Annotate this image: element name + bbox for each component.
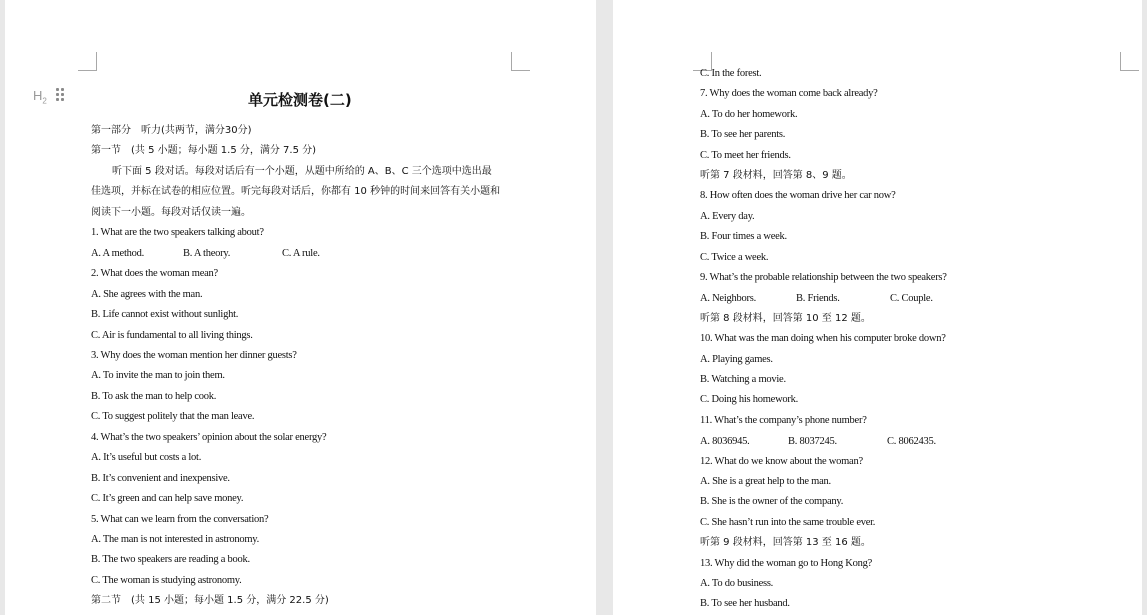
text-line: C. It’s green and can help save money. (91, 493, 244, 505)
option-b: B. 8037245. (788, 436, 837, 447)
text-line: A. To invite the man to join them. (91, 370, 225, 382)
text-line: 听下面 5 段对话。每段对话后有一个小题，从题中所给的 A、B、C 三个选项中选出最 (112, 165, 492, 177)
text-line: 第一节 (共 5 小题；每小题 1.5 分，满分 7.5 分) (91, 145, 317, 157)
text-line: B. To ask the man to help cook. (91, 390, 217, 402)
heading-level-marker[interactable] (33, 88, 67, 106)
option-b: B. A theory. (183, 248, 231, 259)
text-line: C. To meet her friends. (700, 149, 791, 161)
text-line: B. She is the owner of the company. (700, 496, 844, 508)
option-c: C. Couple. (890, 293, 933, 304)
text-line: A. The man is not interested in astronomy. (91, 534, 259, 545)
drag-handle-icon[interactable] (56, 88, 64, 104)
text-line: 1. What are the two speakers talking about? (91, 227, 264, 239)
text-line: A. To do her homework. (700, 108, 798, 120)
text-line: B. To see her husband. (700, 598, 790, 610)
text-line: A. To do business. (700, 578, 774, 589)
text-line: 7. Why does the woman come back already? (700, 88, 878, 100)
page-title: 单元检测卷(二) (248, 91, 352, 109)
text-line: 听第 9 段材料，回答第 13 至 16 题。 (700, 537, 871, 549)
text-line: 12. What do we know about the woman? (700, 455, 863, 467)
crop-mark (511, 52, 530, 71)
document-page-left (5, 0, 596, 615)
option-b: B. Friends. (796, 293, 840, 304)
text-line: 5. What can we learn from the conversation? (91, 513, 269, 525)
text-line: C. Twice a week. (700, 251, 769, 263)
text-line: 听第 7 段材料，回答第 8、9 题。 (700, 170, 852, 181)
text-line: C. In the forest. (700, 68, 762, 79)
crop-mark (1120, 52, 1139, 71)
text-line: 9. What’s the probable relationship between the two speakers? (700, 272, 947, 283)
text-line: C. Air is fundamental to all living things. (91, 329, 253, 341)
text-line: 10. What was the man doing when his computer broke down? (700, 333, 946, 345)
text-line: A. It’s useful but costs a lot. (91, 452, 202, 464)
text-line: B. It’s convenient and inexpensive. (91, 472, 230, 484)
text-line: 11. What’s the company’s phone number? (700, 414, 867, 426)
text-line: 第二节 (共 15 小题；每小题 1.5 分，满分 22.5 分) (91, 595, 329, 607)
text-line: B. To see her parents. (700, 129, 786, 141)
text-line: B. Life cannot exist without sunlight. (91, 309, 239, 321)
text-line: C. The woman is studying astronomy. (91, 574, 242, 586)
document-page-right (613, 0, 1142, 615)
option-a: A. A method. (91, 248, 145, 259)
option-c: C. A rule. (282, 248, 320, 259)
text-line: 第一部分 听力(共两节，满分30分) (91, 125, 252, 136)
option-a: A. Neighbors. (700, 293, 756, 304)
text-line: 佳选项，并标在试卷的相应位置。听完每段对话后，你都有 10 秒钟的时间来回答有关小题和 (91, 186, 501, 198)
crop-mark (78, 52, 97, 71)
text-line: 2. What does the woman mean? (91, 268, 218, 280)
text-line: A. She agrees with the man. (91, 288, 203, 300)
text-line: 4. What’s the two speakers’ opinion about the solar energy? (91, 431, 327, 443)
text-line: A. She is a great help to the man. (700, 476, 831, 487)
text-line: C. To suggest politely that the man leave. (91, 411, 255, 423)
text-line: 3. Why does the woman mention her dinner guests? (91, 349, 297, 361)
text-line: B. Four times a week. (700, 231, 787, 243)
text-line: C. She hasn’t run into the same trouble ever. (700, 516, 876, 528)
text-line: B. Watching a movie. (700, 374, 786, 385)
text-line: 听第 8 段材料，回答第 10 至 12 题。 (700, 312, 871, 324)
option-a: A. 8036945. (700, 436, 750, 447)
text-line: A. Every day. (700, 210, 755, 222)
text-line: A. Playing games. (700, 353, 773, 365)
heading-h2-icon: $H_2$ (33, 88, 47, 106)
text-line: 8. How often does the woman drive her car now? (700, 190, 896, 202)
text-line: C. Doing his homework. (700, 394, 799, 406)
text-line: 13. Why did the woman go to Hong Kong? (700, 557, 872, 569)
option-c: C. 8062435. (887, 436, 936, 447)
text-line: 阅读下一小题。每段对话仅读一遍。 (91, 206, 251, 218)
text-line: B. The two speakers are reading a book. (91, 554, 250, 566)
